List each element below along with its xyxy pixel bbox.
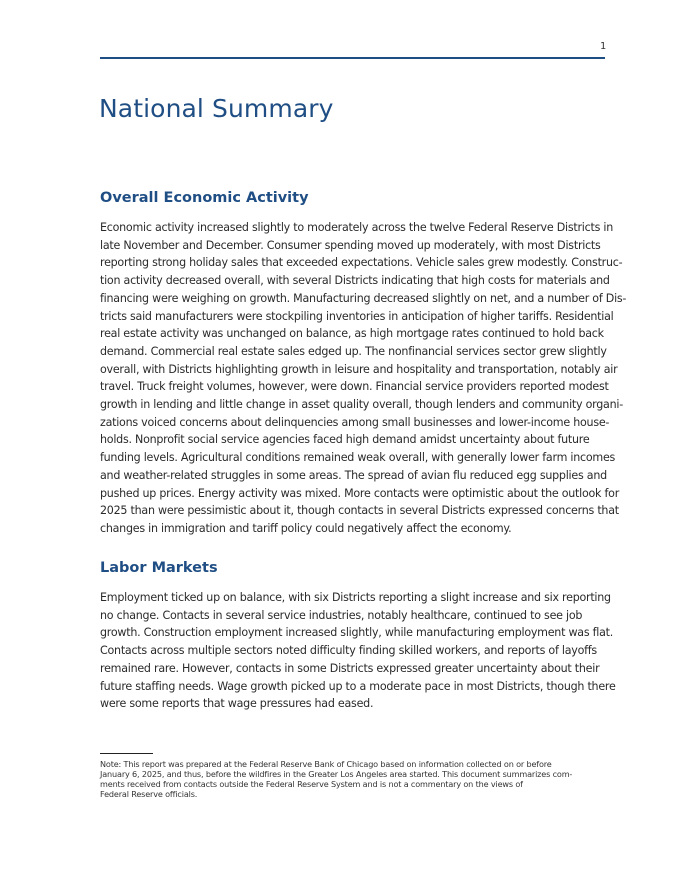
- footnote-line: Federal Reserve officials.: [100, 789, 198, 799]
- text-line: future staffing needs. Wage growth picked up to a moderate pace in most Districts, though there: [100, 679, 616, 693]
- section-heading-overall-economic-activity: Overall Economic Activity: [100, 190, 309, 206]
- text-line: reporting strong holiday sales that exceeded expectations. Vehicle sales grew modestly. Construc-: [100, 256, 623, 270]
- text-line: overall, with Districts highlighting growth in leisure and hospitality and transportation, notably air: [100, 362, 618, 376]
- text-line: were some reports that wage pressures had eased.: [100, 697, 374, 711]
- footnote-line: ments received from contacts outside the Federal Reserve System and is not a commentary on the views of: [100, 779, 523, 789]
- paragraph-labor-markets: [100, 589, 616, 713]
- text-line: no change. Contacts in several service industries, notably healthcare, continued to see job: [100, 608, 583, 622]
- text-line: remained rare. However, contacts in some Districts expressed greater uncertainty about their: [100, 661, 600, 675]
- text-line: travel. Truck freight volumes, however, were down. Financial service providers reported modest: [100, 380, 609, 394]
- footnote: [100, 759, 580, 799]
- footnote-line: Note: This report was prepared at the Federal Reserve Bank of Chicago based on information collected on or before: [100, 759, 552, 769]
- text-line: zations voiced concerns about delinquencies among small businesses and lower-income house-: [100, 415, 610, 429]
- footnote-line: January 6, 2025, and thus, before the wildfires in the Greater Los Angeles area started. This document summarizes com-: [100, 769, 573, 779]
- text-line: growth in lending and little change in asset quality overall, though lenders and community organi-: [100, 398, 623, 412]
- text-line: Economic activity increased slightly to moderately across the twelve Federal Reserve Districts in: [100, 221, 613, 234]
- text-line: pushed up prices. Energy activity was mixed. More contacts were optimistic about the outlook for: [100, 486, 620, 500]
- header-rule: [100, 57, 605, 59]
- text-line: funding levels. Agricultural conditions remained weak overall, with generally lower farm incomes: [100, 451, 616, 465]
- text-line: tricts said manufacturers were stockpiling inventories in anticipation of higher tariffs. Residential: [100, 309, 614, 323]
- text-line: holds. Nonprofit social service agencies faced high demand amidst uncertainty about future: [100, 433, 590, 447]
- text-line: growth. Construction employment increased slightly, while manufacturing employment was flat.: [100, 626, 614, 640]
- section-heading-labor-markets: Labor Markets: [100, 560, 218, 576]
- text-line: financing were weighing on growth. Manufacturing decreased slightly on net, and a number of Dis-: [100, 291, 627, 305]
- page-number: 1: [599, 41, 606, 52]
- text-line: 2025 than were pessimistic about it, though contacts in several Districts expressed concerns that: [100, 504, 619, 518]
- text-line: and weather-related struggles in some areas. The spread of avian flu reduced egg supplies and: [100, 468, 607, 482]
- text-line: demand. Commercial real estate sales edged up. The nonfinancial services sector grew slightly: [100, 344, 607, 358]
- page-title: National Summary: [99, 94, 334, 123]
- text-line: changes in immigration and tariff policy could negatively affect the economy.: [100, 521, 512, 535]
- text-line: real estate activity was unchanged on balance, as high mortgage rates continued to hold back: [100, 327, 604, 341]
- text-line: tion activity decreased overall, with several Districts indicating that high costs for materials and: [100, 274, 610, 288]
- text-line: Contacts across multiple sectors noted difficulty finding skilled workers, and reports of layoffs: [100, 644, 597, 658]
- footnote-rule: [100, 753, 153, 754]
- text-line: late November and December. Consumer spending moved up moderately, with most Districts: [100, 238, 601, 252]
- text-line: Employment ticked up on balance, with six Districts reporting a slight increase and six reporting: [100, 591, 611, 604]
- paragraph-overall-economic-activity: [100, 219, 627, 538]
